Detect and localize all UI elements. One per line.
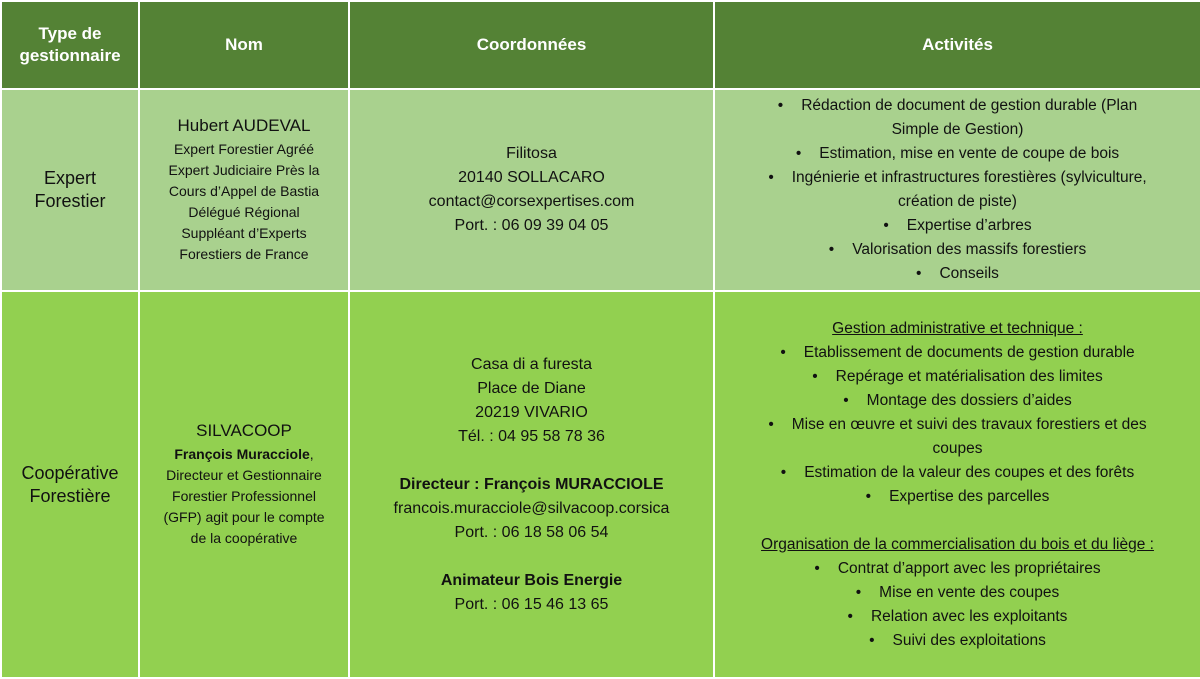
bullet-icon: •	[768, 415, 774, 433]
table-row-cooperative	[1, 291, 1200, 678]
bullet-icon: •	[843, 391, 849, 409]
list-item: • Mise en œuvre et suivi des travaux forestiers et des	[768, 415, 1147, 433]
email-link[interactable]: contact@corsexpertises.com	[428, 193, 635, 210]
list-item: • Relation avec les exploitants	[847, 607, 1068, 625]
animator-label: Animateur Bois Energie	[440, 571, 623, 589]
list-item: • Mise en vente des coupes	[855, 583, 1060, 601]
list-item: • Valorisation des massifs forestiers	[828, 241, 1087, 258]
header-row	[1, 1, 1200, 89]
type-cell	[1, 291, 139, 678]
list-item-continuation: Simple de Gestion)	[891, 121, 1024, 138]
list-item: • Expertise des parcelles	[865, 487, 1050, 505]
name-line: Forestier Professionnel	[172, 488, 316, 504]
bullet-icon: •	[855, 583, 862, 601]
header-type-line2: gestionnaire	[19, 46, 121, 65]
type-line1: Coopérative	[21, 462, 119, 483]
spacer	[354, 449, 709, 473]
name-line: Cours d’Appel de Bastia	[168, 183, 320, 199]
list-item: • Etablissement de documents de gestion durable	[780, 343, 1135, 361]
bullet-icon: •	[795, 145, 802, 162]
name-line: François Muracciole,	[174, 446, 314, 462]
name-line: Directeur et Gestionnaire	[166, 467, 322, 483]
list-item: • Ingénierie et infrastructures forestières (sylviculture,	[768, 169, 1147, 186]
list-item-continuation: création de piste)	[898, 193, 1017, 210]
type-cell	[1, 89, 139, 291]
list-item: • Contrat d’apport avec les propriétaires	[814, 559, 1101, 577]
phone-line: Port. : 06 09 39 04 05	[454, 217, 609, 234]
activities-list	[719, 341, 1196, 509]
phone-line: Port. : 06 15 46 13 65	[454, 595, 609, 613]
activities-list	[719, 557, 1196, 653]
phone-line: Port. : 06 18 58 06 54	[454, 523, 609, 541]
list-item: • Expertise d’arbres	[883, 217, 1032, 234]
bullet-icon: •	[780, 463, 787, 481]
manager-name: Hubert AUDEVAL	[177, 116, 311, 135]
name-line: Suppléant d’Experts	[181, 225, 307, 241]
postal-line: 20140 SOLLACARO	[458, 169, 605, 186]
name-cell	[139, 89, 349, 291]
list-item-continuation: coupes	[932, 439, 983, 457]
header-type	[1, 1, 139, 89]
name-line: de la coopérative	[190, 530, 298, 546]
list-item: • Rédaction de document de gestion durable (Plan	[777, 97, 1138, 114]
section-title: Gestion administrative et technique :	[832, 319, 1083, 337]
activities-cell	[714, 291, 1200, 678]
header-type-line1: Type de	[38, 24, 102, 43]
bullet-icon: •	[828, 241, 835, 258]
activities-list	[719, 94, 1196, 286]
bullet-icon: •	[916, 265, 922, 282]
address-line: Filitosa	[506, 145, 557, 162]
bullet-icon: •	[883, 217, 889, 234]
manager-name: SILVACOOP	[196, 421, 292, 440]
bullet-icon: •	[865, 487, 872, 505]
name-line: (GFP) agit pour le compte	[163, 509, 325, 525]
list-item: • Suivi des exploitations	[869, 631, 1046, 649]
name-line: Expert Forestier Agréé	[173, 141, 315, 157]
bullet-icon: •	[780, 343, 786, 361]
list-item: • Estimation de la valeur des coupes et des forêts	[780, 463, 1135, 481]
address-line: Casa di a furesta	[471, 355, 592, 373]
type-line1: Expert	[43, 168, 97, 188]
header-nom: Nom	[139, 1, 349, 89]
type-line2: Forestière	[29, 485, 111, 506]
section-title: Organisation de la commercialisation du bois et du liège :	[761, 535, 1154, 553]
table-row-expert	[1, 89, 1200, 291]
director-label: Directeur : François MURACCIOLE	[399, 475, 664, 493]
phone-line: Tél. : 04 95 58 78 36	[458, 427, 605, 445]
list-item: • Conseils	[916, 265, 999, 282]
name-line: Délégué Régional	[188, 204, 300, 220]
bullet-icon: •	[777, 97, 784, 114]
name-cell	[139, 291, 349, 678]
header-coordonnees: Coordonnées	[349, 1, 714, 89]
spacer	[354, 545, 709, 569]
coordinates-cell	[349, 89, 714, 291]
bullet-icon: •	[847, 607, 853, 625]
bullet-icon: •	[812, 367, 818, 385]
name-line: Forestiers de France	[179, 246, 309, 262]
spacer	[719, 509, 1196, 533]
name-line: Expert Judiciaire Près la	[168, 162, 320, 178]
postal-line: 20219 VIVARIO	[475, 403, 588, 421]
header-activites: Activités	[714, 1, 1200, 89]
list-item: • Montage des dossiers d’aides	[843, 391, 1072, 409]
activities-cell	[714, 89, 1200, 291]
person-name: François Muracciole	[174, 446, 310, 462]
bullet-icon: •	[869, 631, 875, 649]
list-item: • Repérage et matérialisation des limites	[812, 367, 1103, 385]
coordinates-cell	[349, 291, 714, 678]
list-item: • Estimation, mise en vente de coupe de bois	[795, 145, 1120, 162]
address-line: Place de Diane	[477, 379, 586, 397]
type-line2: Forestier	[34, 191, 106, 211]
email-link[interactable]: francois.muracciole@silvacoop.corsica	[393, 499, 670, 517]
bullet-icon: •	[768, 169, 774, 186]
bullet-icon: •	[814, 559, 820, 577]
